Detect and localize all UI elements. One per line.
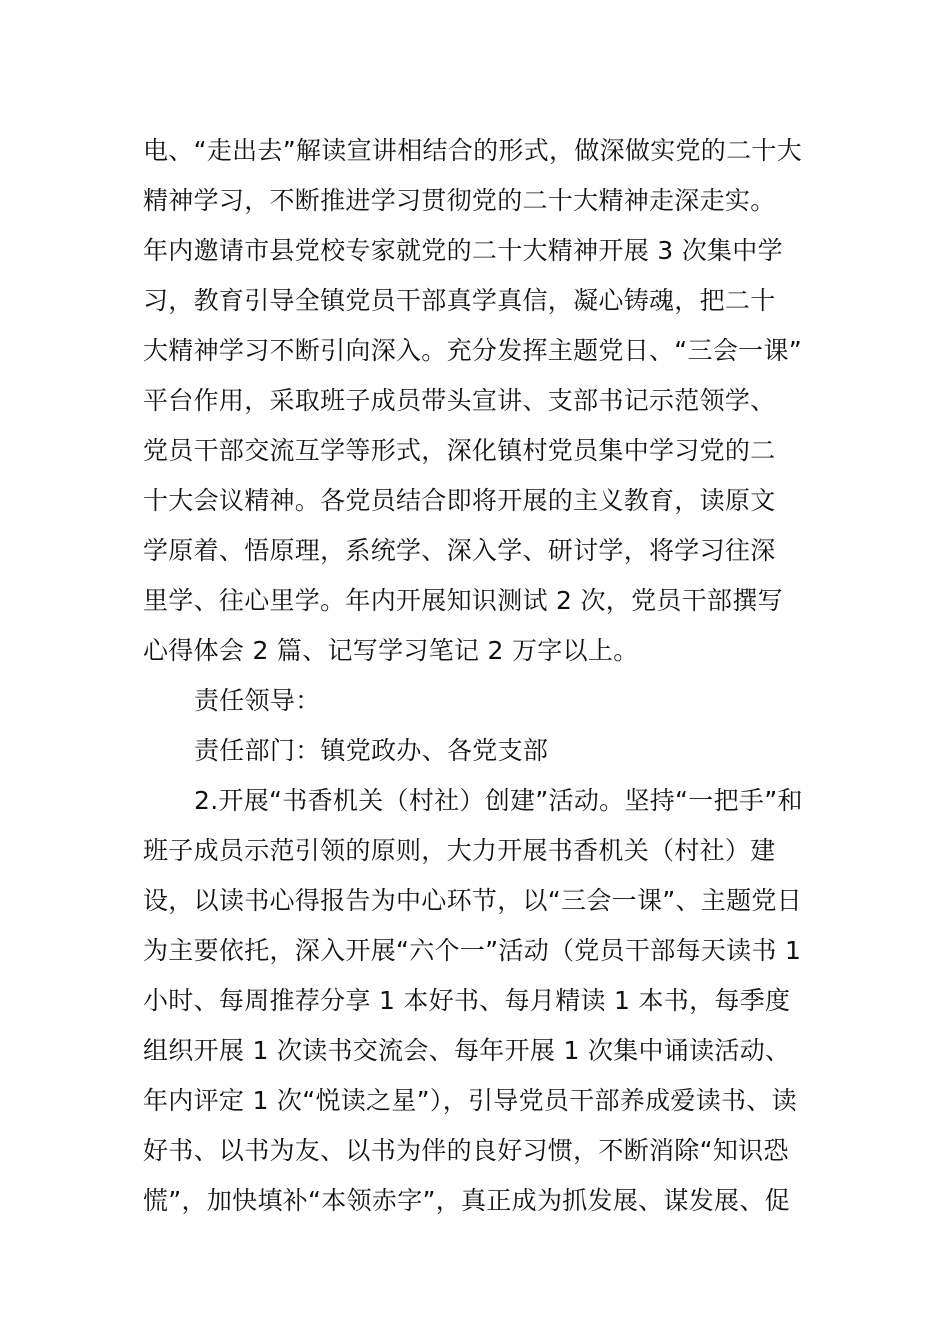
paragraph-line: 大精神学习不断引向深入。充分发挥主题党日、“三会一课” — [143, 336, 803, 365]
paragraph-line: 精神学习，不断推进学习贯彻党的二十大精神走深走实。 — [143, 186, 776, 215]
paragraph-line: 小时、每周推荐分享 1 本好书、每月精读 1 本书，每季度 — [143, 986, 791, 1015]
paragraph-line: 电、“走出去”解读宣讲相结合的形式，做深做实党的二十大 — [143, 136, 803, 165]
paragraph-line: 心得体会 2 篇、记写学习笔记 2 万字以上。 — [143, 636, 639, 665]
paragraph-line: 班子成员示范引领的原则，大力开展书香机关（村社）建 — [143, 836, 776, 865]
paragraph-line: 习，教育引导全镇党员干部真学真信，凝心铸魂，把二十 — [143, 286, 776, 315]
section-heading-line: 2.开展“书香机关（村社）创建”活动。坚持“一把手”和 — [194, 786, 803, 815]
paragraph-line: 组织开展 1 次读书交流会、每年开展 1 次集中诵读活动、 — [143, 1036, 791, 1065]
paragraph-line: 年内邀请市县党校专家就党的二十大精神开展 3 次集中学 — [143, 236, 783, 265]
responsible-leader-line: 责任领导： — [194, 686, 321, 715]
paragraph-line: 党员干部交流互学等形式，深化镇村党员集中学习党的二 — [143, 436, 776, 465]
paragraph-line: 慌”，加快填补“本领赤字”，真正成为抓发展、谋发展、促 — [143, 1186, 790, 1215]
paragraph-line: 里学、往心里学。年内开展知识测试 2 次，党员干部撰写 — [143, 586, 783, 615]
paragraph-line: 年内评定 1 次“悦读之星”），引导党员干部养成爱读书、读 — [143, 1086, 797, 1115]
paragraph-line: 设，以读书心得报告为中心环节，以“三会一课”、主题党日 — [143, 886, 803, 915]
paragraph-line: 学原着、悟原理，系统学、深入学、研讨学，将学习往深 — [143, 536, 776, 565]
paragraph-line: 十大会议精神。各党员结合即将开展的主义教育，读原文 — [143, 486, 776, 515]
paragraph-line: 为主要依托，深入开展“六个一”活动（党员干部每天读书 1 — [143, 936, 802, 965]
paragraph-line: 好书、以书为友、以书为伴的良好习惯，不断消除“知识恐 — [143, 1136, 789, 1165]
paragraph-line: 平台作用，采取班子成员带头宣讲、支部书记示范领学、 — [143, 386, 776, 415]
responsible-department-line: 责任部门：镇党政办、各党支部 — [194, 736, 549, 765]
